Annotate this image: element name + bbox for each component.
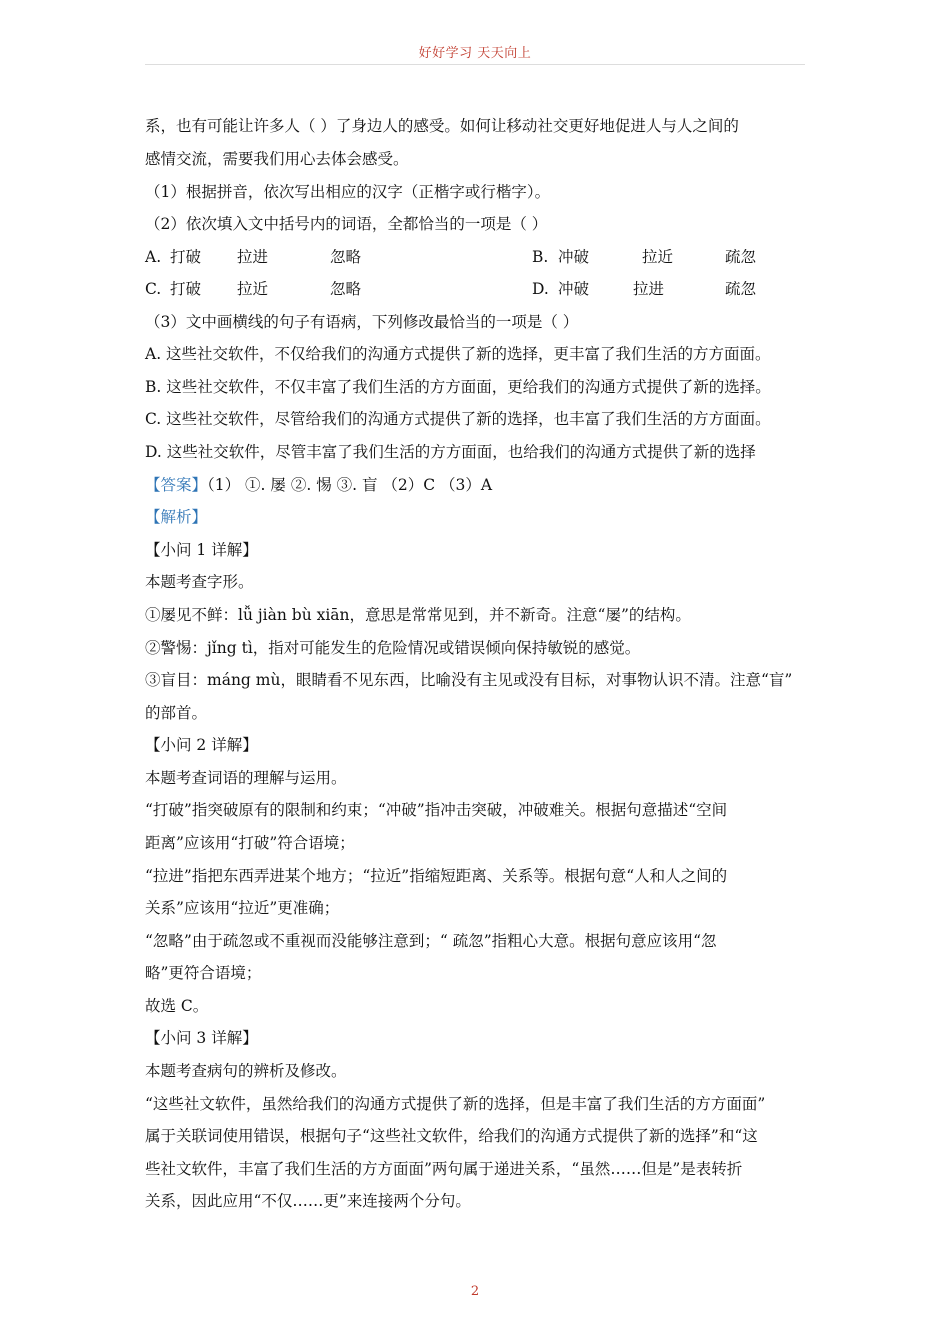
analysis-line: 本题考查词语的理解与运用。 bbox=[145, 769, 347, 787]
analysis-line: “拉进”指把东西弄进某个地方；“拉近”指缩短距离、关系等。根据句意“人和人之间的 bbox=[145, 867, 728, 885]
option-label: C. bbox=[145, 280, 162, 298]
option-word: 拉进 bbox=[237, 248, 269, 266]
option-word: 疏忽 bbox=[725, 248, 757, 266]
q3-option: B. 这些社交软件，不仅丰富了我们生活的方方面面，更给我们的沟通方式提供了新的选择。 bbox=[145, 378, 771, 396]
option-word: 拉近 bbox=[642, 248, 674, 266]
analysis-line: “打破”指突破原有的限制和约束；“冲破”指冲击突破，冲破难关。根据句意描述“空间 bbox=[145, 801, 728, 819]
analysis-line: 本题考查病句的辨析及修改。 bbox=[145, 1062, 347, 1080]
option-word: 疏忽 bbox=[725, 280, 757, 298]
options-row bbox=[145, 241, 815, 274]
question-line: （1）根据拼音，依次写出相应的汉字（正楷字或行楷字）。 bbox=[145, 183, 551, 201]
answer-tag: 【答案】 bbox=[145, 476, 208, 494]
analysis-line: 属于关联词使用错误，根据句子“这些社文软件，给我们的沟通方式提供了新的选择”和“这 bbox=[145, 1127, 758, 1145]
question-line: 感情交流，需要我们用心去体会感受。 bbox=[145, 150, 409, 168]
question-line: （3）文中画横线的句子有语病，下列修改最恰当的一项是（ ） bbox=[145, 313, 579, 331]
option-word: 拉近 bbox=[237, 280, 269, 298]
analysis-line: ②警惕：jǐng tì，指对可能发生的危险情况或错误倾向保持敏锐的感觉。 bbox=[145, 639, 641, 657]
page-header: 好好学习 天天向上 bbox=[418, 46, 532, 61]
q3-option: D. 这些社交软件，尽管丰富了我们生活的方方面面，也给我们的沟通方式提供了新的选择 bbox=[145, 443, 756, 461]
option-word: 打破 bbox=[170, 248, 202, 266]
question-line: 系，也有可能让许多人（ ）了身边人的感受。如何让移动社交更好地促进人与人之间的 bbox=[145, 117, 739, 135]
answer-text: （1） ①. 屡 ②. 惕 ③. 盲 （2）C （3）A bbox=[207, 476, 493, 494]
analysis-line: 关系”应该用“拉近”更准确； bbox=[145, 899, 340, 917]
option-word: 打破 bbox=[170, 280, 202, 298]
analysis-line: 距离”应该用“打破”符合语境； bbox=[145, 834, 355, 852]
option-label: A. bbox=[145, 248, 162, 266]
option-label: B. bbox=[532, 248, 549, 266]
q3-option: C. 这些社交软件，尽管给我们的沟通方式提供了新的选择，也丰富了我们生活的方方面面。 bbox=[145, 410, 771, 428]
options-row bbox=[145, 273, 815, 306]
analysis-tag: 【解析】 bbox=[145, 508, 208, 526]
option-label: D. bbox=[532, 280, 549, 298]
option-word: 冲破 bbox=[558, 280, 590, 298]
analysis-line: ③盲目：máng mù，眼睛看不见东西，比喻没有主见或没有目标，对事物认识不清。注意“盲” bbox=[145, 671, 793, 689]
option-word: 忽略 bbox=[330, 280, 362, 298]
analysis-line: 【小问 2 详解】 bbox=[145, 736, 258, 754]
analysis-line: “这些社文软件，虽然给我们的沟通方式提供了新的选择，但是丰富了我们生活的方方面面” bbox=[145, 1095, 766, 1113]
question-line: （2）依次填入文中括号内的词语，全都恰当的一项是（ ） bbox=[145, 215, 548, 233]
header-divider bbox=[145, 64, 805, 65]
option-word: 冲破 bbox=[558, 248, 590, 266]
analysis-line: 故选 C。 bbox=[145, 997, 209, 1015]
analysis-line: 些社文软件，丰富了我们生活的方方面面”两句属于递进关系，“虽然……但是”是表转折 bbox=[145, 1160, 743, 1178]
analysis-line: 【小问 3 详解】 bbox=[145, 1029, 258, 1047]
answer-line bbox=[145, 469, 815, 502]
analysis-line: 【小问 1 详解】 bbox=[145, 541, 258, 559]
q3-option: A. 这些社交软件，不仅给我们的沟通方式提供了新的选择，更丰富了我们生活的方方面面。 bbox=[145, 345, 771, 363]
option-word: 拉进 bbox=[633, 280, 665, 298]
analysis-line: 本题考查字形。 bbox=[145, 573, 254, 591]
analysis-line: 的部首。 bbox=[145, 704, 208, 722]
analysis-line: ①屡见不鲜：lǚ jiàn bù xiān，意思是常常见到，并不新奇。注意“屡”的结构。 bbox=[145, 606, 691, 624]
analysis-line: 略”更符合语境； bbox=[145, 964, 262, 982]
analysis-line: 关系，因此应用“不仅……更”来连接两个分句。 bbox=[145, 1192, 471, 1210]
analysis-line: “忽略”由于疏忽或不重视而没能够注意到；“ 疏忽”指粗心大意。根据句意应该用“忽 bbox=[145, 932, 717, 950]
option-word: 忽略 bbox=[330, 248, 362, 266]
page-number: 2 bbox=[470, 1284, 480, 1299]
